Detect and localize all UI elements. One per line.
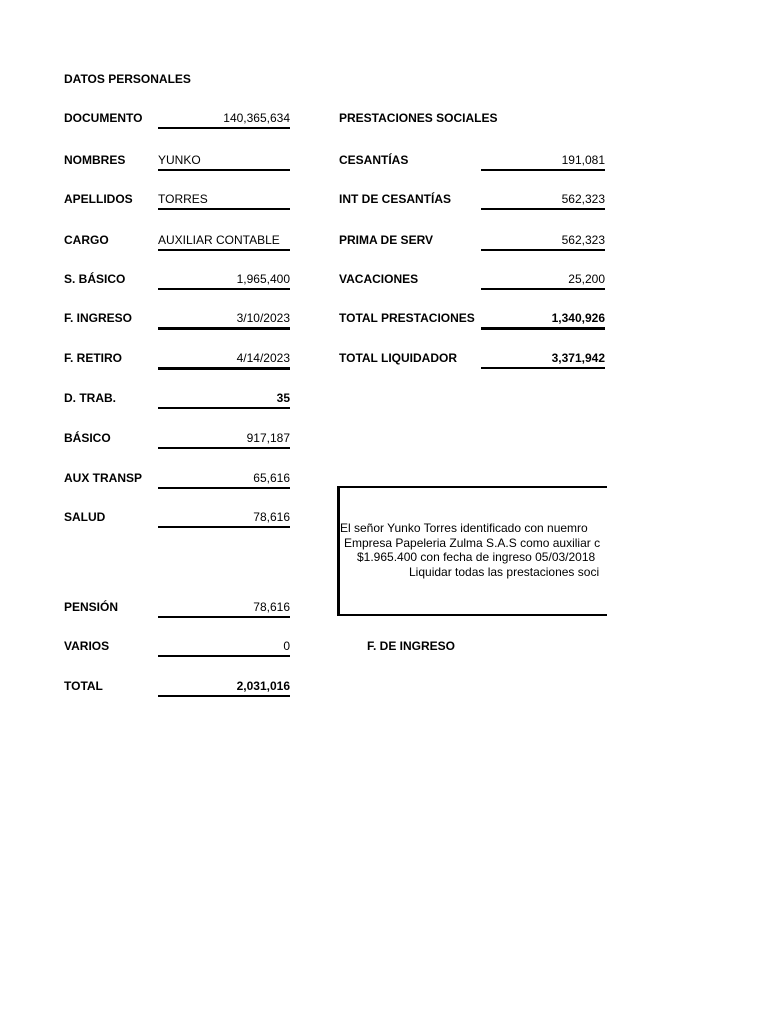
cesantias-value[interactable]: 191,081 [481, 153, 605, 171]
note-line-4: Liquidar todas las prestaciones soci [409, 565, 600, 579]
documento-value[interactable]: 140,365,634 [158, 111, 290, 129]
note-line-3: $1.965.400 con fecha de ingreso 05/03/2018 [357, 550, 596, 564]
note-line-2: Empresa Papeleria Zulma S.A.S como auxiliar c [344, 536, 601, 550]
pension-value[interactable]: 78,616 [158, 600, 290, 618]
int-cesantias-label: INT DE CESANTÍAS [339, 192, 452, 206]
aux-transp-label: AUX TRANSP [64, 471, 143, 485]
d-trab-label: D. TRAB. [64, 391, 116, 405]
aux-transp-value[interactable]: 65,616 [158, 471, 290, 489]
salud-label: SALUD [64, 510, 106, 524]
vacaciones-label: VACACIONES [339, 272, 419, 286]
cargo-value[interactable]: AUXILIAR CONTABLE [158, 233, 290, 251]
f-ingreso-label: F. INGRESO [64, 311, 133, 325]
salud-value[interactable]: 78,616 [158, 510, 290, 528]
apellidos-label: APELLIDOS [64, 192, 133, 206]
s-basico-label: S. BÁSICO [64, 272, 126, 286]
nombres-value[interactable]: YUNKO [158, 153, 290, 171]
varios-value[interactable]: 0 [158, 639, 290, 657]
basico-value[interactable]: 917,187 [158, 431, 290, 449]
total-label: TOTAL [64, 679, 103, 693]
f-retiro-value[interactable]: 4/14/2023 [158, 351, 290, 370]
apellidos-value[interactable]: TORRES [158, 192, 290, 210]
basico-label: BÁSICO [64, 431, 111, 445]
f-de-ingreso-label: F. DE INGRESO [367, 639, 456, 653]
section-title-prestaciones: PRESTACIONES SOCIALES [339, 111, 498, 125]
cargo-label: CARGO [64, 233, 109, 247]
note-line-1: El señor Yunko Torres identificado con nuemro [340, 521, 588, 535]
total-liquidador-label: TOTAL LIQUIDADOR [339, 351, 457, 365]
vacaciones-value[interactable]: 25,200 [481, 272, 605, 290]
note-textbox[interactable] [337, 486, 607, 616]
f-retiro-label: F. RETIRO [64, 351, 123, 365]
total-prestaciones-label: TOTAL PRESTACIONES [339, 311, 475, 325]
total-liquidador-value[interactable]: 3,371,942 [481, 351, 605, 369]
d-trab-value[interactable]: 35 [158, 391, 290, 409]
cesantias-label: CESANTÍAS [339, 153, 409, 167]
f-ingreso-value[interactable]: 3/10/2023 [158, 311, 290, 330]
prima-label: PRIMA DE SERV [339, 233, 434, 247]
prima-value[interactable]: 562,323 [481, 233, 605, 251]
s-basico-value[interactable]: 1,965,400 [158, 272, 290, 290]
total-value[interactable]: 2,031,016 [158, 679, 290, 697]
total-prestaciones-value[interactable]: 1,340,926 [481, 311, 605, 330]
nombres-label: NOMBRES [64, 153, 126, 167]
varios-label: VARIOS [64, 639, 110, 653]
int-cesantias-value[interactable]: 562,323 [481, 192, 605, 210]
section-title-personal: DATOS PERSONALES [64, 72, 191, 86]
pension-label: PENSIÓN [64, 600, 119, 614]
documento-label: DOCUMENTO [64, 111, 143, 125]
